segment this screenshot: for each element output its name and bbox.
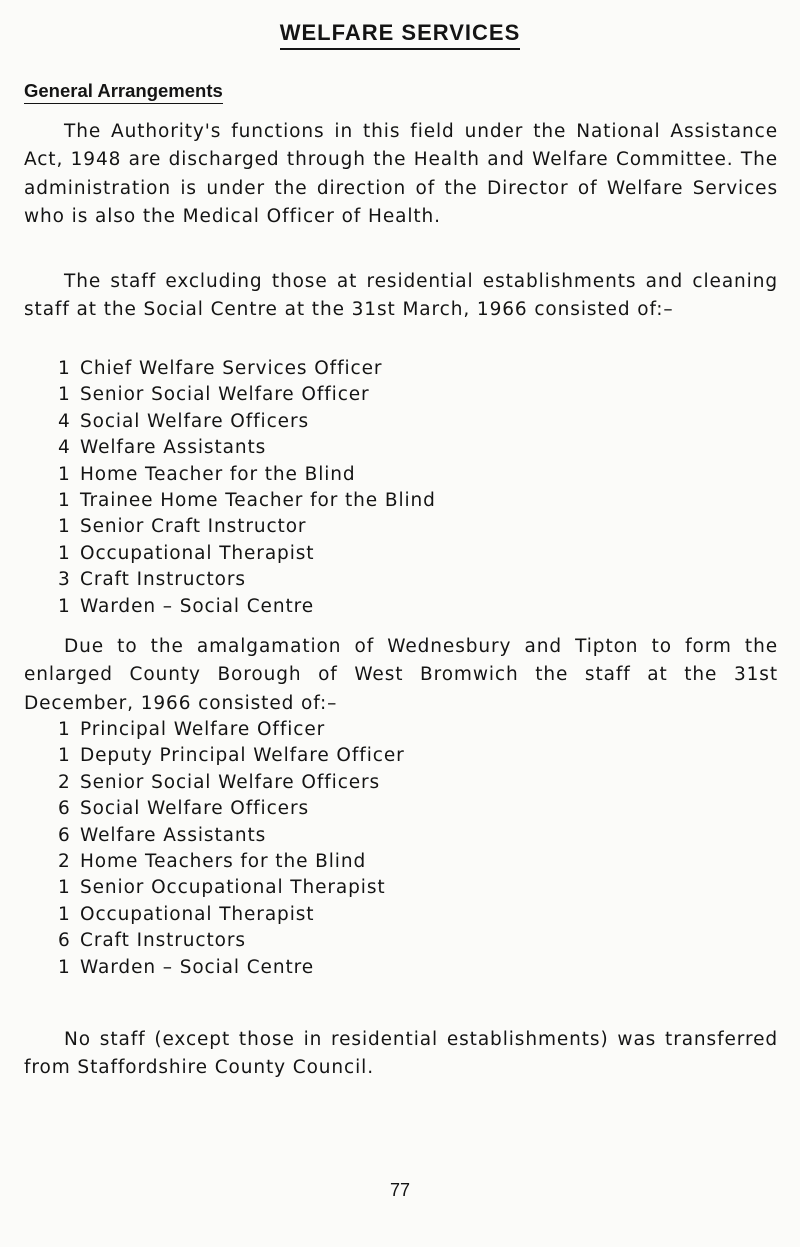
staff-role: Senior Occupational Therapist (80, 877, 386, 899)
staff-role: Home Teacher for the Blind (80, 463, 356, 485)
staff-count: 1 (58, 542, 71, 564)
staff-march-paragraph: The staff excluding those at residential establishments and cleaning staff at the Social Centre at the 31st March, 1966 consisted of:– (24, 271, 778, 321)
intro-paragraph: The Authority's functions in this field under the National Assistance Act, 1948 are discharged through the Health and Welfare Committee. The administration is under the direction of the Director of Welfare Services who is also the Medical Officer of Health. (24, 121, 778, 228)
staff-role: Principal Welfare Officer (80, 719, 326, 740)
staff-role: Warden – Social Centre (80, 956, 314, 978)
section-heading: General Arrangements (24, 80, 223, 104)
staff-role: Craft Instructors (80, 569, 246, 591)
page-number: 77 (389, 1180, 411, 1200)
staff-count: 1 (58, 516, 71, 538)
staff-role: Senior Social Welfare Officers (80, 771, 381, 793)
staff-role: Welfare Assistants (80, 437, 267, 459)
staff-count: 2 (58, 771, 71, 793)
transfer-paragraph: No staff (except those in residential establishments) was transferred from Staffordshire County Council. (24, 1029, 778, 1079)
staff-count: 2 (58, 850, 71, 872)
staff-role: Senior Craft Instructor (80, 516, 307, 538)
staff-role: Deputy Principal Welfare Officer (80, 745, 405, 767)
staff-role: Social Welfare Officers (80, 798, 309, 820)
page-title: WELFARE SERVICES (280, 20, 521, 50)
staff-count: 1 (58, 956, 71, 978)
staff-role: Chief Welfare Services Officer (80, 358, 383, 379)
staff-role: Trainee Home Teacher for the Blind (80, 489, 436, 511)
staff-role: Social Welfare Officers (80, 410, 309, 432)
staff-count: 1 (58, 358, 71, 379)
staff-count: 4 (58, 437, 71, 459)
staff-count: 1 (58, 719, 71, 740)
staff-count: 1 (58, 384, 71, 406)
staff-role: Occupational Therapist (80, 903, 315, 925)
staff-count: 1 (58, 489, 71, 511)
staff-count: 1 (58, 595, 71, 617)
staff-role: Senior Social Welfare Officer (80, 384, 370, 406)
staff-role: Occupational Therapist (80, 542, 315, 564)
staff-count: 6 (58, 798, 71, 820)
staff-count: 1 (58, 745, 71, 767)
staff-december-paragraph: Due to the amalgamation of Wednesbury and Tipton to form the enlarged County Borough of West Bromwich the staff at the 31st December, 1966 consisted of:– (24, 636, 778, 714)
staff-count: 4 (58, 410, 71, 432)
staff-count: 1 (58, 903, 71, 925)
staff-count: 1 (58, 463, 71, 485)
staff-count: 6 (58, 824, 71, 846)
staff-role: Welfare Assistants (80, 824, 267, 846)
staff-role: Home Teachers for the Blind (80, 850, 367, 872)
staff-role: Warden – Social Centre (80, 595, 314, 617)
staff-count: 6 (58, 930, 71, 952)
staff-count: 3 (58, 569, 71, 591)
staff-count: 1 (58, 877, 71, 899)
page-title-wrap (0, 20, 800, 50)
staff-role: Craft Instructors (80, 930, 246, 952)
